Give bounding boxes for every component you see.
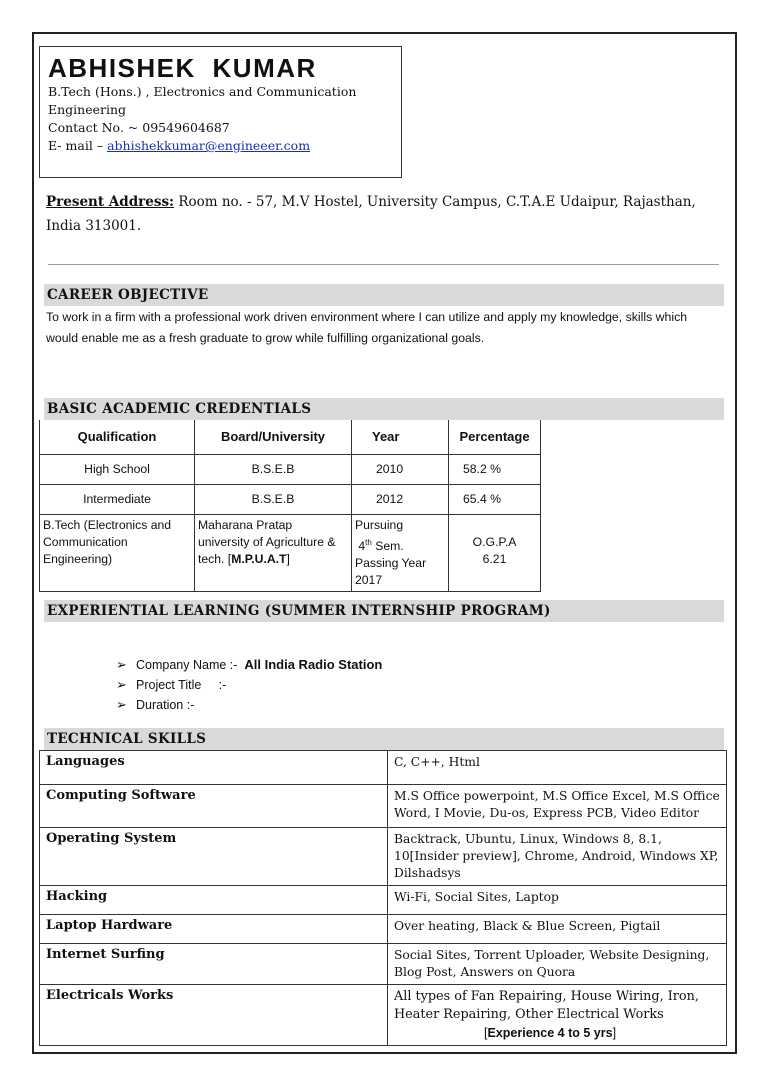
company-value: All India Radio Station xyxy=(244,657,383,672)
table-row xyxy=(40,751,727,785)
skills-table xyxy=(39,750,727,1046)
section-academic-credentials: BASIC ACADEMIC CREDENTIALS xyxy=(44,398,724,420)
board-abbr: M.P.U.A.T xyxy=(231,551,287,566)
electrical-line-2: Heater Repairing, Other Electrical Works xyxy=(394,1007,664,1022)
cell-board: B.S.E.B xyxy=(195,454,352,484)
experience-close: ] xyxy=(612,1026,617,1040)
email-label: E- mail – xyxy=(48,138,108,153)
ogpa-label: O.G.P.A xyxy=(472,534,517,549)
skill-key: Languages xyxy=(40,751,388,785)
career-objective-text: To work in a firm with a professional work driven environment where I can utilize and apply my knowledge, skills which would enable me as a fresh graduate to grow while fulfilling organizational goals. xyxy=(46,310,688,345)
section-experiential-learning: EXPERIENTIAL LEARNING (SUMMER INTERNSHIP PROGRAM) xyxy=(44,600,724,622)
section-technical-skills: TECHNICAL SKILLS xyxy=(44,728,724,750)
table-row xyxy=(40,514,541,591)
cell-year xyxy=(352,514,449,591)
header-box xyxy=(39,46,402,178)
table-header-row xyxy=(40,420,541,454)
arrow-bullet-icon: ➢ xyxy=(116,677,127,692)
contact-label: Contact No. ~ xyxy=(48,120,143,135)
passing-year-label: Passing Year xyxy=(355,555,427,570)
skill-value xyxy=(388,985,727,1046)
year-semester xyxy=(355,534,444,555)
list-item xyxy=(116,695,382,715)
table-row xyxy=(40,785,727,828)
cell-percentage: 65.4 % xyxy=(449,484,541,514)
table-row xyxy=(40,886,727,915)
semester-suffix: th xyxy=(365,537,372,547)
academic-table xyxy=(39,420,541,592)
skill-value: Backtrack, Ubuntu, Linux, Windows 8, 8.1, 10[Insider preview], Chrome, Android, Windows XP, Dilshadsys xyxy=(388,828,727,886)
skill-key: Electricals Works xyxy=(40,985,388,1046)
experience-line xyxy=(394,1024,720,1042)
cell-qualification: High School xyxy=(40,454,195,484)
arrow-bullet-icon: ➢ xyxy=(116,697,127,712)
passing-year: 2017 xyxy=(355,572,383,587)
email-link[interactable]: abhishekkumar@engineeer.com xyxy=(107,138,311,153)
table-row xyxy=(40,484,541,514)
address-label: Present Address: xyxy=(46,194,175,210)
cell-board: B.S.E.B xyxy=(195,484,352,514)
skill-key: Operating System xyxy=(40,828,388,886)
table-row xyxy=(40,915,727,944)
semester-label: Sem. xyxy=(371,538,404,553)
skill-key: Internet Surfing xyxy=(40,944,388,985)
experience-value: Experience 4 to 5 yrs xyxy=(487,1026,613,1040)
email-line xyxy=(48,137,393,155)
skill-value: M.S Office powerpoint, M.S Office Excel, M.S Office Word, I Movie, Du-os, Express PCB, Video Editor xyxy=(388,785,727,828)
skill-key: Laptop Hardware xyxy=(40,915,388,944)
table-row xyxy=(40,985,727,1046)
present-address xyxy=(46,190,718,238)
contact-number: 09549604687 xyxy=(142,120,230,135)
cell-qualification: B.Tech (Electronics and Communication Engineering) xyxy=(40,514,195,591)
cell-year: 2012 xyxy=(352,484,449,514)
experience-open: [ xyxy=(484,1026,488,1040)
project-title-label: Project Title :- xyxy=(136,678,227,692)
skill-value: Over heating, Black & Blue Screen, Pigtail xyxy=(388,915,727,944)
skill-value: Wi-Fi, Social Sites, Laptop xyxy=(388,886,727,915)
candidate-name: ABHISHEK KUMAR xyxy=(48,53,317,83)
cell-percentage: 58.2 % xyxy=(449,454,541,484)
cell-year: 2010 xyxy=(352,454,449,484)
board-suffix: ] xyxy=(286,551,290,566)
header-qualification: Qualification xyxy=(40,420,195,454)
section-career-objective: CAREER OBJECTIVE xyxy=(44,284,724,306)
table-row xyxy=(40,454,541,484)
table-row xyxy=(40,944,727,985)
header-year: Year xyxy=(352,420,449,454)
electrical-line-1: All types of Fan Repairing, House Wiring, Iron, xyxy=(394,989,699,1004)
year-status: Pursuing xyxy=(355,517,404,532)
header-percentage: Percentage xyxy=(449,420,541,454)
address-value: Room no. - 57, M.V Hostel, University Campus, C.T.A.E Udaipur, Rajasthan, India 313001. xyxy=(46,194,696,234)
duration-label: Duration :- xyxy=(136,698,195,712)
skill-value: C, C++, Html xyxy=(388,751,727,785)
cell-board xyxy=(195,514,352,591)
cell-percentage xyxy=(449,514,541,591)
skill-key: Hacking xyxy=(40,886,388,915)
table-row xyxy=(40,828,727,886)
list-item xyxy=(116,675,382,695)
skill-key: Computing Software xyxy=(40,785,388,828)
list-item xyxy=(116,655,382,675)
ogpa-value: 6.21 xyxy=(482,551,507,566)
arrow-bullet-icon: ➢ xyxy=(116,657,127,672)
cell-qualification: Intermediate xyxy=(40,484,195,514)
divider xyxy=(48,264,719,265)
semester-number: 4 xyxy=(358,538,366,553)
board-prefix: Maharana Pratap university of Agriculture & tech. [ xyxy=(198,517,336,566)
skill-value: Social Sites, Torrent Uploader, Website Designing, Blog Post, Answers on Quora xyxy=(388,944,727,985)
company-label: Company Name :- xyxy=(136,658,238,672)
internship-list xyxy=(116,655,382,715)
degree: B.Tech (Hons.) , Electronics and Communication Engineering xyxy=(48,84,357,117)
contact-line xyxy=(48,119,393,137)
header-board: Board/University xyxy=(195,420,352,454)
